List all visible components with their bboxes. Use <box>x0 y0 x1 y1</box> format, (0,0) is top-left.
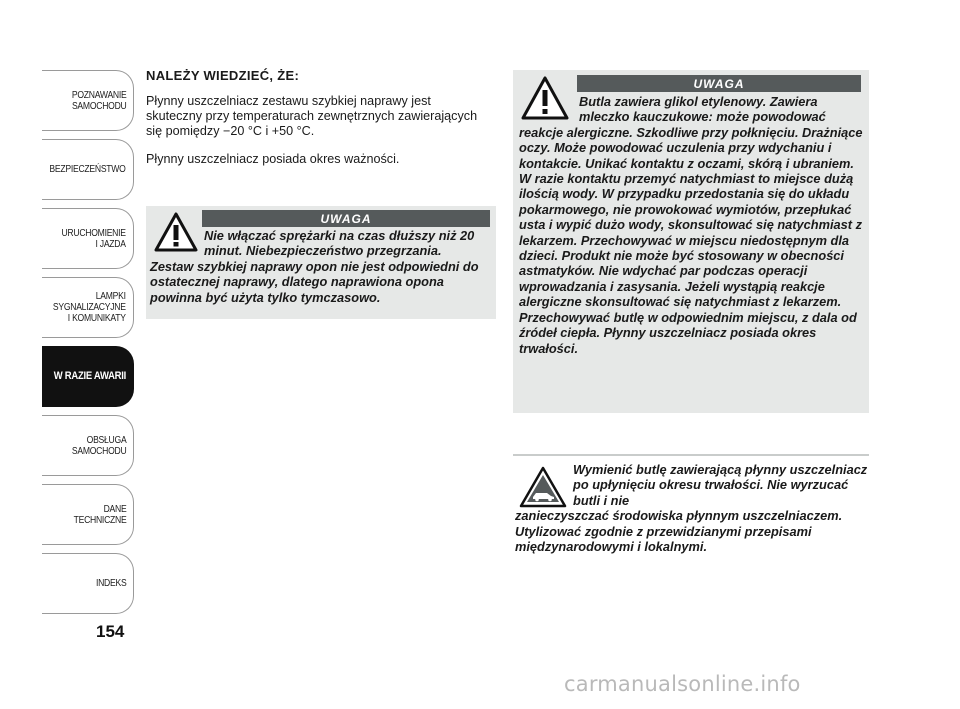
tab-label: INDEKS <box>95 578 126 589</box>
page-number: 154 <box>96 622 125 641</box>
environment-lead: Wymienić butlę zawierającą płynny uszczelniacz po upłynięciu okresu trwałości. Nie wyrzucać butli i nie <box>573 462 868 508</box>
warning-title: UWAGA <box>202 210 490 227</box>
tab-label: LAMPKI SYGNALIZACYJNE I KOMUNIKATY <box>53 291 126 324</box>
warning-text <box>150 228 494 305</box>
warning-lead: Butla zawiera glikol etylenowy. Zawiera mleczko kauczukowe: może powodować <box>579 94 826 125</box>
warning-body: Zestaw szybkiej naprawy opon nie jest odpowiedni do ostatecznej naprawy, dlatego naprawiona opona powinna być użyta tylko tymczasowo. <box>150 258 479 305</box>
warning-title: UWAGA <box>577 75 861 92</box>
tab-label: POZNAWANIE SAMOCHODU <box>71 89 126 112</box>
tab-label: W RAZIE AWARII <box>53 370 126 382</box>
tab-lampki-sygnalizacyjne[interactable] <box>42 277 134 338</box>
watermark: carmanualsonline.info <box>564 672 801 696</box>
paragraph-validity: Płynny uszczelniacz posiada okres ważności. <box>146 152 400 166</box>
warning-box-glycol <box>513 70 869 413</box>
tab-indeks[interactable] <box>42 553 134 614</box>
warning-lead: Nie włączać sprężarki na czas dłuższy niż 20 minut. Niebezpieczeństwo przegrzania. <box>204 228 475 259</box>
tab-uruchomienie-i-jazda[interactable] <box>42 208 134 269</box>
paragraph-temperature: Płynny uszczelniacz zestawu szybkiej naprawy jest skuteczny przy temperaturach zewnętrznych zawierających się pomiędzy −20 °C i +50 °C. <box>146 94 478 138</box>
tab-w-razie-awarii[interactable] <box>42 346 134 407</box>
tab-label: DANE TECHNICZNE <box>73 503 126 526</box>
chapter-tabs <box>42 70 134 622</box>
warning-box-compressor <box>146 206 496 319</box>
tab-label: OBSŁUGA SAMOCHODU <box>71 434 126 457</box>
environment-note <box>513 454 869 576</box>
tab-label: URUCHOMIENIE I JAZDA <box>61 227 126 250</box>
environment-text <box>515 462 869 554</box>
tab-dane-techniczne[interactable] <box>42 484 134 545</box>
tab-bezpieczenstwo[interactable] <box>42 139 134 200</box>
tab-label: BEZPIECZEŃSTWO <box>49 164 126 175</box>
tab-poznawanie-samochodu[interactable] <box>42 70 134 131</box>
warning-text <box>519 94 867 356</box>
warning-body: reakcje alergiczne. Szkodliwe przy połknięciu. Drażniące oczy. Może powodować uczulenia przy wdychaniu i kontakcie. Unikać kontaktu z oczami, skórą i ubraniem. W razie kontaktu przemyć natychmiast to miejsce dużą ilością wody. W przypadku przedostania się do układu pokarmowego, nie prowokować wymiotów, przepłukać usta i wypić dużo wody, skonsultować się natychmiast z lekarzem. Przechowywać w miejscu niedostępnym dla dzieci. Produkt nie może być stosowany w obecności astmatyków. Nie wdychać par podczas operacji wprowadzania i zasysania. Jeżeli wystąpią reakcje alergiczne skonsultować się natychmiast z lekarzem. Przechowywać butlę w odpowiednim miejscu, z dala od źródeł ciepła. Płynny uszczelniacz posiada okres trwałości. <box>519 124 863 356</box>
tab-obsluga-samochodu[interactable] <box>42 415 134 476</box>
environment-body: zanieczyszczać środowiska płynnym uszczelniaczem. Utylizować zgodnie z przewidzianymi przepisami międzynarodowymi i lokalnymi. <box>515 508 843 555</box>
section-heading: NALEŻY WIEDZIEĆ, ŻE: <box>146 68 300 83</box>
